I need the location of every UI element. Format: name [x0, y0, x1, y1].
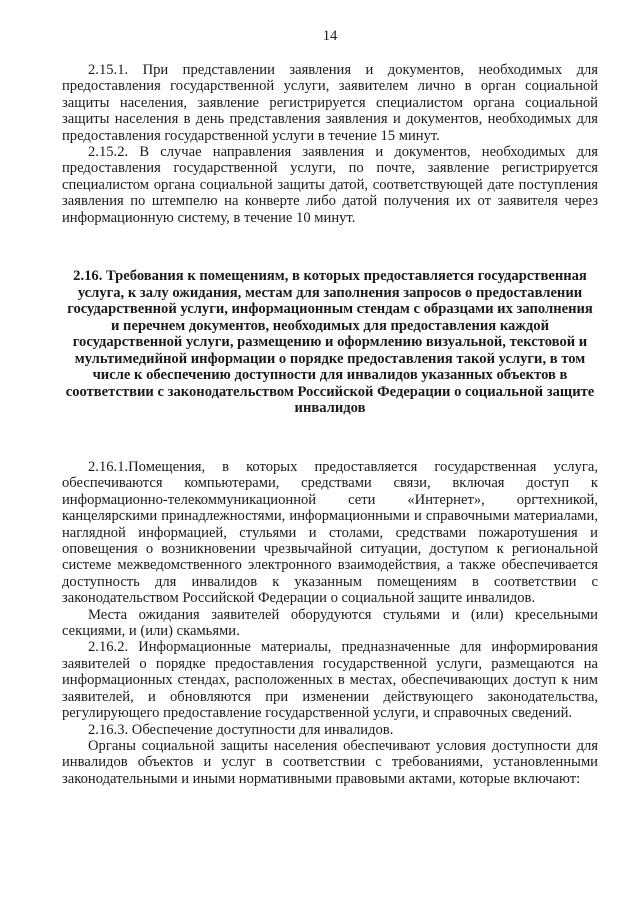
section-heading-2-16: 2.16. Требования к помещениям, в которых предоставляется государственная услуга, к залу ожидания, местам для заполнения запросов о предоставлении государственной услуги, информационным стендам с образцами их заполнения и перечнем документов, необходимых для предоставления каждой государственной услуги, размещению и оформлению визуальной, текстовой и мультимедийной информации о порядке предоставления такой услуги, в том числе к обеспечению доступности для инвалидов указанных объектов в соответствии с законодательством Российской Федерации о социальной защите инвалидов — [65, 268, 595, 416]
paragraph-2-16-3: 2.16.3. Обеспечение доступности для инвалидов. — [88, 721, 394, 738]
paragraph-2-15-2: 2.15.2. В случае направления заявления и документов, необходимых для предоставления государственной услуги, по почте, заявление регистрируется специалистом органа социальной защиты датой, соответствующей дате поступления заявления по штемпелю на конверте либо датой получения их от заявителя через информационную систему, в течение 10 минут. — [62, 144, 598, 226]
clause-2-15-block — [62, 62, 598, 226]
clause-2-16-block — [62, 459, 598, 787]
page-number: 14 — [322, 28, 338, 44]
paragraph-waiting-places: Места ожидания заявителей оборудуются стульями и (или) кресельными секциями, и (или) скамьями. — [62, 606, 598, 640]
paragraph-2-15-1: 2.15.1. При представлении заявления и документов, необходимых для предоставления государственной услуги, заявителем лично в орган социальной защиты населения, заявление регистрируется специалистом органа социальной защиты населения в день представления заявления и документов, необходимых для предоставления государственной услуги в течение 15 минут. — [62, 62, 598, 144]
paragraph-2-16-1: 2.16.1.Помещения, в которых предоставляется государственная услуга, обеспечиваются компьютерами, средствами связи, включая доступ к информационно-телекоммуникационной сети «Интернет», оргтехникой, канцелярскими принадлежностями, информационными и справочными материалами, наглядной информацией, стульями и столами, средствами пожаротушения и оповещения о возникновении чрезвычайной ситуации, доступом к региональной системе межведомственного электронного взаимодействия, а также обеспечивается доступность для инвалидов к указанным помещениям в соответствии с законодательством Российской Федерации о социальной защите инвалидов. — [62, 459, 598, 607]
paragraph-2-16-2: 2.16.2. Информационные материалы, предназначенные для информирования заявителей о порядке предоставления государственной услуги, размещаются на информационных стендах, расположенных в местах, обеспечивающих доступ к ним заявителей, и обновляются при изменении действующего законодательства, регулирующего предоставление государственной услуги, и справочных сведений. — [62, 639, 598, 722]
paragraph-accessibility: Органы социальной защиты населения обеспечивают условия доступности для инвалидов объектов и услуг в соответствии с требованиями, установленными законодательными и иными нормативными правовыми актами, которые включают: — [62, 737, 598, 787]
section-heading-block — [62, 268, 598, 417]
